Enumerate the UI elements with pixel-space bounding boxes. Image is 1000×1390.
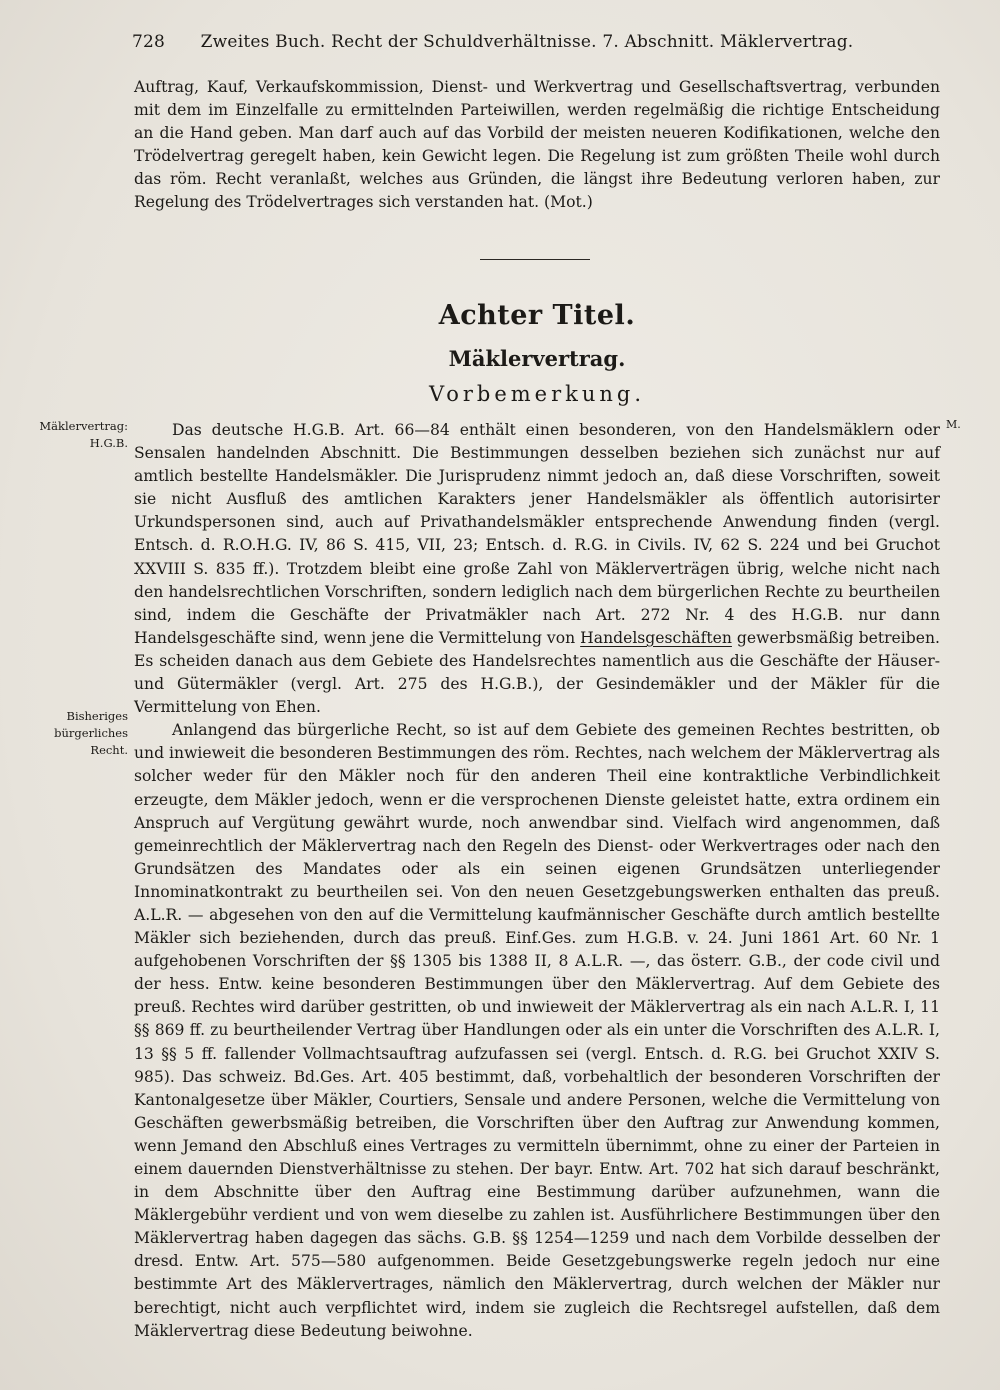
margin-note-buergerliches-recht: Bisheriges bürgerliches Recht. [54,709,128,757]
main-text-block [134,419,940,1343]
running-header [132,32,952,52]
underlined-term: Handelsgeschäften [580,628,732,647]
paragraph-1-text: Das deutsche H.G.B. Art. 66—84 enthält einen besonderen, von den Handelsmäklern oder Sensalen handelnden Abschnitt. Die Bestimmungen desselben beziehen sich zunächst nur auf amtlich bestellte Handelsmäkler. Die Jurisprudenz nimmt jedoch an, daß diese Vorschriften, soweit sie nicht Ausfluß des amtlichen Karakters jener Handelsmäkler als öffentlich autorisirter Urkundspersonen sind, auch auf Privathandelsmäkler entsprechende Anwendung finden (vergl. Entsch. d. R.O.H.G. IV, 86 S. 415, VII, 23; Entsch. d. R.G. in Civils. IV, 62 S. 224 und bei Gruchot XXVIII S. 835 ff.). Trotzdem bleibt eine große Zahl von Mäklerverträgen übrig, welche nicht nach den handelsrechtlichen Vorschriften, sondern lediglich nach dem bürgerlichen Rechte zu beurtheilen sind, indem die Geschäfte der Privatmäkler nach Art. 272 Nr. 4 des H.G.B. nur dann Handelsgeschäfte sind, wenn jene die Vermittelung von [134,421,940,647]
paragraph-1 [134,419,940,719]
paragraph-1-text-cont: gewerbsmäßig betreiben. Es scheiden danach aus dem Gebiete des Handelsrechtes namentlich aus die Geschäfte der Häuser- und Gütermäkler (vergl. Art. 275 des H.G.B.), der Gesindemäkler und der Mäkler für die Vermittelung von Ehen. [134,628,940,717]
margin-note-maklervertrag: Mäklervertrag: H.G.B. [39,419,128,450]
paragraph-2: Anlangend das bürgerliche Recht, so ist auf dem Gebiete des gemeinen Rechtes bestritten, ob und inwieweit die besonderen Bestimmungen des röm. Rechtes, nach welchem der Mäklervertrag als solcher weder für den Mäkler noch für den anderen Theil eine kontraktliche Verbindlichkeit erzeugte, dem Mäkler jedoch, wenn er die versprochenen Dienste geleistet hatte, extra ordinem ein Anspruch auf Vergütung gewährt wurde, noch anwendbar sind. Vielfach wird angenommen, daß gemeinrechtlich der Mäklervertrag nach den Regeln des Dienst- oder Werkvertrages oder nach den Grundsätzen des Mandates oder als ein seinen eigenen Grundsätzen unterliegender Innominatkontrakt zu beurtheilen sei. Von den neuen Gesetzgebungswerken enthalten das preuß. A.L.R. — abgesehen von den auf die Vermittelung kaufmännischer Geschäfte durch amtlich bestellte Mäkler sich beziehenden, durch das preuß. Einf.Ges. zum H.G.B. v. 24. Juni 1861 Art. 60 Nr. 1 aufgehobenen Vorschriften der §§ 1305 bis 1388 II, 8 A.L.R. —, das österr. G.B., der code civil und der hess. Entw. keine besonderen Bestimmungen über den Mäklervertrag. Auf dem Gebiete des preuß. Rechtes wird darüber gestritten, ob und inwieweit der Mäklervertrag als ein nach A.L.R. I, 11 §§ 869 ff. zu beurtheilender Vertrag über Handlungen oder als ein unter die Vorschriften des A.L.R. I, 13 §§ 5 ff. fallender Vollmachtsauftrag aufzufassen sei (vergl. Entsch. d. R.G. bei Gruchot XXIV S. 985). Das schweiz. Bd.Ges. Art. 405 bestimmt, daß, vorbehaltlich der besonderen Vorschriften der Kantonalgesetze über Mäkler, Courtiers, Sensale und andere Personen, welche die Vermittelung von Geschäften gewerbsmäßig betreiben, die Vorschriften über den Auftrag zur Anwendung kommen, wenn Jemand den Abschluß eines Vertrages zu vermitteln übernimmt, ohne zu einer der Parteien in einem dauernden Dienstverhältnisse zu stehen. Der bayr. Entw. Art. 702 hat sich darauf beschränkt, in dem Abschnitte über den Auftrag eine Bestimmung darüber aufzunehmen, wann die Mäklergebühr verdient und von wem dieselbe zu zahlen ist. Ausführlichere Bestimmungen über den Mäklervertrag haben dagegen das sächs. G.B. §§ 1254—1259 und nach dem Vorbilde desselben der dresd. Entw. Art. 575—580 aufgenommen. Beide Gesetzgebungswerke regeln jedoch nur eine bestimmte Art des Mäklervertrages, nämlich den Mäklervertrag, durch welchen der Mäkler nur berechtigt, nicht auch verpflichtet wird, indem sie zugleich die Rechtsregel aufstellen, daß dem Mäklervertrag diese Bedeutung beiwohne. [134,721,940,1340]
intro-paragraph: Auftrag, Kauf, Verkaufskommission, Dienst- und Werkvertrag und Gesellschaftsvertrag, verbunden mit dem im Einzelfalle zu ermittelnden Parteiwillen, werden regelmäßig die richtige Entscheidung an die Hand geben. Man darf auch auf das Vorbild der meisten neueren Kodifikationen, welche den Trödelvertrag geregelt haben, kein Gewicht legen. Die Regelung ist zum größten Theile wohl durch das röm. Recht veranlaßt, welches aus Gründen, die längst ihre Bedeutung verloren haben, zur Regelung des Trödelvertrages sich verstanden hat. (Mot.) [134,78,940,212]
title-heading: Achter Titel. [438,300,636,331]
running-title: Zweites Buch. Recht der Schuldverhältnisse. 7. Abschnitt. Mäklervertrag. [200,32,854,52]
intro-paragraph-block [134,76,940,215]
margin-mark-right: M. [946,418,961,431]
page-number: 728 [132,32,166,52]
subtitle-heading: Mäklervertrag. [448,346,626,371]
section-divider [480,259,590,260]
section-heading: Vorbemerkung. [428,382,646,406]
